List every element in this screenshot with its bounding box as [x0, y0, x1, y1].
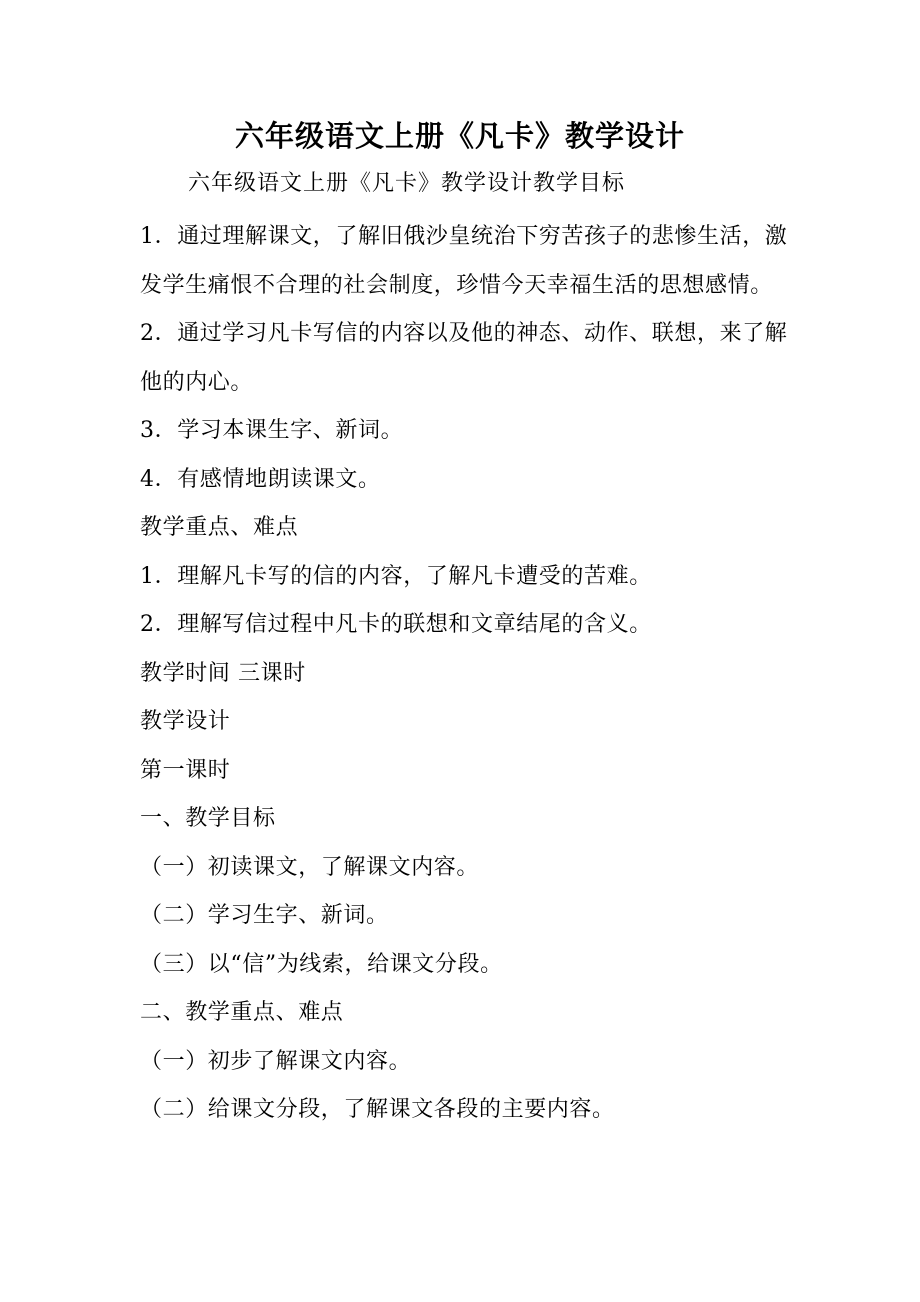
lesson-objective-3: （三）以“信”为线索，给课文分段。	[140, 951, 503, 977]
document-subtitle: 六年级语文上册《凡卡》教学设计教学目标	[188, 171, 626, 196]
objective-4: 4．有感情地朗读课文。	[140, 466, 381, 492]
lesson-key-point-2: （二）给课文分段，了解课文各段的主要内容。	[140, 1097, 615, 1122]
objective-2: 2．通过学习凡卡写信的内容以及他的神态、动作、联想，来了解他的内心。	[140, 321, 788, 395]
lesson-objective-1: （一）初读课文，了解课文内容。	[140, 854, 480, 880]
document-body	[140, 213, 790, 1135]
lesson-objective-2: （二）学习生字、新词。	[140, 903, 389, 928]
section-heading-lesson-1: 第一课时	[140, 757, 231, 783]
lesson-key-point-1: （一）初步了解课文内容。	[140, 1048, 412, 1074]
teaching-time: 教学时间 三课时	[140, 660, 306, 686]
document-title: 六年级语文上册《凡卡》教学设计	[234, 119, 685, 153]
objective-1: 1．通过理解课文，了解旧俄沙皇统治下穷苦孩子的悲惨生活，激发学生痛恨不合理的社会制度，珍惜今天幸福生活的思想感情。	[140, 224, 788, 298]
lesson-heading-key-points: 二、教学重点、难点	[140, 1000, 344, 1025]
section-heading-key-points: 教学重点、难点	[140, 515, 299, 540]
section-heading-design: 教学设计	[140, 709, 231, 734]
key-point-2: 2．理解写信过程中凡卡的联想和文章结尾的含义。	[140, 612, 652, 637]
objective-3: 3．学习本课生字、新词。	[140, 418, 404, 443]
lesson-heading-objectives: 一、教学目标	[140, 806, 276, 831]
key-point-1: 1．理解凡卡写的信的内容，了解凡卡遭受的苦难。	[140, 563, 652, 589]
